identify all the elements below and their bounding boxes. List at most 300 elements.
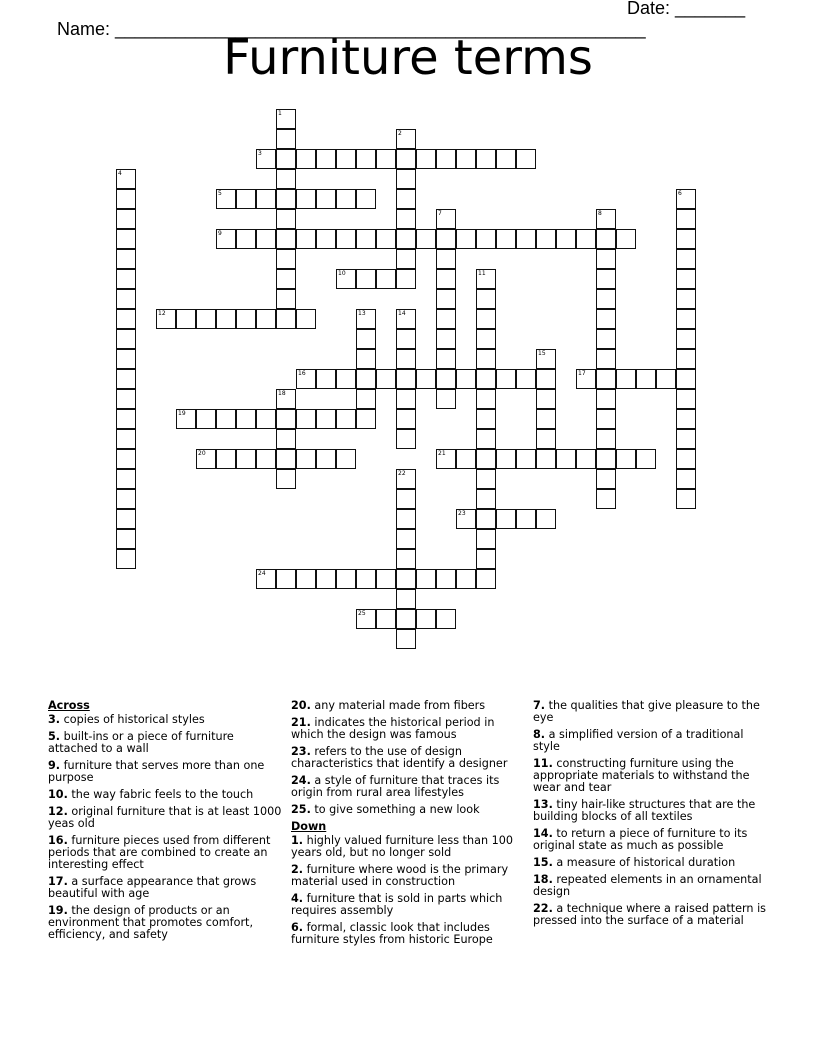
crossword-cell[interactable] xyxy=(496,449,516,469)
crossword-cell[interactable] xyxy=(216,229,236,249)
crossword-cell[interactable] xyxy=(236,189,256,209)
crossword-cell[interactable] xyxy=(396,529,416,549)
crossword-cell[interactable] xyxy=(396,489,416,509)
crossword-cell[interactable] xyxy=(596,429,616,449)
crossword-cell[interactable] xyxy=(436,329,456,349)
clue-down-15 xyxy=(533,857,768,869)
crossword-cell[interactable] xyxy=(276,469,296,489)
crossword-cell[interactable] xyxy=(536,409,556,429)
crossword-cell[interactable] xyxy=(396,209,416,229)
crossword-cell[interactable] xyxy=(336,569,356,589)
crossword-cell[interactable] xyxy=(296,449,316,469)
clue-text: furniture that serves more than one purpose xyxy=(48,759,265,784)
crossword-cell[interactable] xyxy=(676,309,696,329)
crossword-cell[interactable] xyxy=(116,209,136,229)
crossword-cell[interactable] xyxy=(436,369,456,389)
crossword-cell[interactable] xyxy=(376,569,396,589)
crossword-cell[interactable] xyxy=(676,449,696,469)
cell-number: 12 xyxy=(158,310,166,317)
clue-across-21 xyxy=(291,717,526,741)
clue-across-23 xyxy=(291,746,526,770)
crossword-cell[interactable] xyxy=(596,369,616,389)
crossword-cell[interactable] xyxy=(116,229,136,249)
cell-number: 13 xyxy=(358,310,366,317)
crossword-cell[interactable] xyxy=(216,189,236,209)
clue-text: to return a piece of furniture to its original state as much as possible xyxy=(533,827,748,852)
clue-number: 13. xyxy=(533,798,553,811)
crossword-cell[interactable] xyxy=(456,369,476,389)
crossword-cell[interactable] xyxy=(656,369,676,389)
clue-across-9 xyxy=(48,760,283,784)
crossword-cell[interactable] xyxy=(336,409,356,429)
crossword-cell[interactable] xyxy=(296,149,316,169)
crossword-cell[interactable] xyxy=(476,549,496,569)
crossword-cell[interactable] xyxy=(216,409,236,429)
clue-number: 3. xyxy=(48,713,61,726)
crossword-cell[interactable] xyxy=(276,249,296,269)
clue-down-2 xyxy=(291,864,526,888)
crossword-cell[interactable] xyxy=(376,149,396,169)
crossword-cell[interactable] xyxy=(436,249,456,269)
crossword-cell[interactable] xyxy=(356,389,376,409)
crossword-cell[interactable] xyxy=(236,449,256,469)
crossword-cell[interactable] xyxy=(596,469,616,489)
crossword-cell[interactable] xyxy=(236,409,256,429)
crossword-cell[interactable] xyxy=(316,409,336,429)
clue-number: 9. xyxy=(48,759,61,772)
cell-number: 22 xyxy=(398,470,406,477)
crossword-cell[interactable] xyxy=(396,609,416,629)
crossword-cell[interactable] xyxy=(396,589,416,609)
crossword-cell[interactable] xyxy=(356,369,376,389)
crossword-cell[interactable] xyxy=(396,229,416,249)
crossword-cell[interactable] xyxy=(416,609,436,629)
clue-number: 2. xyxy=(291,863,304,876)
crossword-cell[interactable] xyxy=(476,149,496,169)
crossword-cell[interactable] xyxy=(476,409,496,429)
crossword-cell[interactable] xyxy=(396,369,416,389)
clue-across-12 xyxy=(48,806,283,830)
crossword-cell[interactable] xyxy=(256,409,276,429)
crossword-cell[interactable] xyxy=(376,369,396,389)
crossword-cell[interactable] xyxy=(196,449,216,469)
crossword-cell[interactable] xyxy=(536,369,556,389)
crossword-cell[interactable] xyxy=(436,449,456,469)
crossword-cell[interactable] xyxy=(296,229,316,249)
crossword-cell[interactable] xyxy=(336,189,356,209)
crossword-cell[interactable] xyxy=(476,429,496,449)
crossword-cell[interactable] xyxy=(676,489,696,509)
crossword-cell[interactable] xyxy=(356,409,376,429)
crossword-cell[interactable] xyxy=(456,509,476,529)
crossword-cell[interactable] xyxy=(436,609,456,629)
crossword-cell[interactable] xyxy=(576,369,596,389)
crossword-cell[interactable] xyxy=(536,389,556,409)
clue-number: 17. xyxy=(48,875,68,888)
crossword-cell[interactable] xyxy=(436,209,456,229)
crossword-cell[interactable] xyxy=(476,449,496,469)
crossword-cell[interactable] xyxy=(276,169,296,189)
clue-text: to give something a new look xyxy=(314,803,480,816)
crossword-cell[interactable] xyxy=(516,149,536,169)
crossword-cell[interactable] xyxy=(516,369,536,389)
crossword-cell[interactable] xyxy=(116,509,136,529)
cell-number: 21 xyxy=(438,450,446,457)
crossword-cell[interactable] xyxy=(416,229,436,249)
crossword-cell[interactable] xyxy=(396,249,416,269)
clue-number: 16. xyxy=(48,834,68,847)
crossword-cell[interactable] xyxy=(256,229,276,249)
crossword-cell[interactable] xyxy=(276,429,296,449)
crossword-cell[interactable] xyxy=(116,429,136,449)
crossword-cell[interactable] xyxy=(356,609,376,629)
crossword-cell[interactable] xyxy=(356,309,376,329)
crossword-cell[interactable] xyxy=(116,549,136,569)
clue-number: 24. xyxy=(291,774,311,787)
clue-down-8 xyxy=(533,729,768,753)
clue-text: formal, classic look that includes furniture styles from historic Europe xyxy=(291,921,493,946)
crossword-cell[interactable] xyxy=(516,229,536,249)
crossword-cell[interactable] xyxy=(396,349,416,369)
crossword-cell[interactable] xyxy=(356,349,376,369)
crossword-cell[interactable] xyxy=(276,149,296,169)
crossword-cell[interactable] xyxy=(616,449,636,469)
crossword-cell[interactable] xyxy=(336,149,356,169)
cell-number: 6 xyxy=(678,190,682,197)
clue-number: 11. xyxy=(533,757,553,770)
crossword-cell[interactable] xyxy=(436,229,456,249)
crossword-cell[interactable] xyxy=(676,209,696,229)
crossword-cell[interactable] xyxy=(636,449,656,469)
crossword-cell[interactable] xyxy=(476,509,496,529)
clue-down-4 xyxy=(291,893,526,917)
clue-text: the design of products or an environment that promotes comfort, efficiency, and safety xyxy=(48,904,253,941)
crossword-cell[interactable] xyxy=(396,429,416,449)
crossword-cell[interactable] xyxy=(576,229,596,249)
crossword-cell[interactable] xyxy=(436,309,456,329)
crossword-cell[interactable] xyxy=(376,229,396,249)
clue-number: 18. xyxy=(533,873,553,886)
crossword-cell[interactable] xyxy=(676,249,696,269)
crossword-cell[interactable] xyxy=(476,309,496,329)
crossword-cell[interactable] xyxy=(276,309,296,329)
cell-number: 10 xyxy=(338,270,346,277)
crossword-cell[interactable] xyxy=(256,149,276,169)
crossword-cell[interactable] xyxy=(336,369,356,389)
cell-number: 8 xyxy=(598,210,602,217)
crossword-cell[interactable] xyxy=(596,309,616,329)
clue-text: the way fabric feels to the touch xyxy=(71,788,254,801)
crossword-cell[interactable] xyxy=(676,389,696,409)
crossword-cell[interactable] xyxy=(476,229,496,249)
clue-number: 19. xyxy=(48,904,68,917)
cell-number: 25 xyxy=(358,610,366,617)
crossword-cell[interactable] xyxy=(116,529,136,549)
cell-number: 9 xyxy=(218,230,222,237)
crossword-cell[interactable] xyxy=(116,389,136,409)
cell-number: 20 xyxy=(198,450,206,457)
crossword-cell[interactable] xyxy=(356,329,376,349)
crossword-cell[interactable] xyxy=(596,229,616,249)
crossword-cell[interactable] xyxy=(416,569,436,589)
crossword-cell[interactable] xyxy=(676,369,696,389)
crossword-cell[interactable] xyxy=(456,149,476,169)
crossword-cell[interactable] xyxy=(396,169,416,189)
across-heading: Across xyxy=(48,699,90,712)
crossword-cell[interactable] xyxy=(396,509,416,529)
clue-text: indicates the historical period in which the design was famous xyxy=(291,716,495,741)
clue-text: original furniture that is at least 1000 yeas old xyxy=(48,805,282,830)
crossword-cell[interactable] xyxy=(416,369,436,389)
crossword-cell[interactable] xyxy=(276,269,296,289)
crossword-cell[interactable] xyxy=(116,369,136,389)
clue-down-7 xyxy=(533,700,768,724)
crossword-cell[interactable] xyxy=(476,529,496,549)
crossword-cell[interactable] xyxy=(436,569,456,589)
crossword-cell[interactable] xyxy=(456,569,476,589)
crossword-cell[interactable] xyxy=(316,189,336,209)
crossword-cell[interactable] xyxy=(456,229,476,249)
crossword-cell[interactable] xyxy=(376,269,396,289)
crossword-cell[interactable] xyxy=(296,409,316,429)
crossword-cell[interactable] xyxy=(596,449,616,469)
crossword-cell[interactable] xyxy=(476,369,496,389)
crossword-cell[interactable] xyxy=(536,509,556,529)
crossword-cell[interactable] xyxy=(216,449,236,469)
crossword-cell[interactable] xyxy=(276,109,296,129)
crossword-cell[interactable] xyxy=(276,289,296,309)
crossword-cell[interactable] xyxy=(616,229,636,249)
cell-number: 3 xyxy=(258,150,262,157)
crossword-cell[interactable] xyxy=(676,349,696,369)
crossword-cell[interactable] xyxy=(536,349,556,369)
clue-across-24 xyxy=(291,775,526,799)
crossword-cell[interactable] xyxy=(276,389,296,409)
crossword-cell[interactable] xyxy=(116,449,136,469)
crossword-cell[interactable] xyxy=(596,209,616,229)
crossword-cell[interactable] xyxy=(216,309,236,329)
crossword-cell[interactable] xyxy=(596,409,616,429)
crossword-cell[interactable] xyxy=(396,629,416,649)
crossword-cell[interactable] xyxy=(596,329,616,349)
crossword-cell[interactable] xyxy=(596,289,616,309)
clue-number: 10. xyxy=(48,788,68,801)
clue-down-1 xyxy=(291,835,526,859)
crossword-cell[interactable] xyxy=(256,309,276,329)
crossword-cell[interactable] xyxy=(296,309,316,329)
crossword-cell[interactable] xyxy=(396,569,416,589)
crossword-cell[interactable] xyxy=(396,389,416,409)
cell-number: 5 xyxy=(218,190,222,197)
crossword-cell[interactable] xyxy=(676,229,696,249)
crossword-cell[interactable] xyxy=(116,309,136,329)
crossword-cell[interactable] xyxy=(476,349,496,369)
crossword-cell[interactable] xyxy=(276,209,296,229)
clue-across-19 xyxy=(48,905,283,941)
crossword-cell[interactable] xyxy=(396,269,416,289)
crossword-cell[interactable] xyxy=(536,449,556,469)
crossword-cell[interactable] xyxy=(116,249,136,269)
clue-down-22 xyxy=(533,903,768,927)
clue-text: constructing furniture using the appropriate materials to withstand the wear and tear xyxy=(533,757,750,794)
crossword-cell[interactable] xyxy=(416,149,436,169)
crossword-cell[interactable] xyxy=(676,429,696,449)
clue-across-3 xyxy=(48,714,283,726)
clue-number: 25. xyxy=(291,803,311,816)
crossword-cell[interactable] xyxy=(316,369,336,389)
crossword-cell[interactable] xyxy=(116,349,136,369)
crossword-cell[interactable] xyxy=(196,309,216,329)
crossword-cell[interactable] xyxy=(676,189,696,209)
crossword-cell[interactable] xyxy=(336,229,356,249)
crossword-cell[interactable] xyxy=(476,469,496,489)
clue-across-17 xyxy=(48,876,283,900)
crossword-cell[interactable] xyxy=(116,329,136,349)
crossword-cell[interactable] xyxy=(356,229,376,249)
crossword-cell[interactable] xyxy=(196,409,216,429)
cell-number: 24 xyxy=(258,570,266,577)
crossword-cell[interactable] xyxy=(276,449,296,469)
crossword-cell[interactable] xyxy=(496,149,516,169)
crossword-cell[interactable] xyxy=(476,489,496,509)
cell-number: 16 xyxy=(298,370,306,377)
crossword-cell[interactable] xyxy=(116,289,136,309)
crossword-cell[interactable] xyxy=(636,369,656,389)
page-title: Furniture terms xyxy=(223,30,593,86)
clue-number: 21. xyxy=(291,716,311,729)
crossword-cell[interactable] xyxy=(336,449,356,469)
cell-number: 2 xyxy=(398,130,402,137)
crossword-cell[interactable] xyxy=(116,469,136,489)
crossword-cell[interactable] xyxy=(356,569,376,589)
crossword-cell[interactable] xyxy=(116,269,136,289)
crossword-cell[interactable] xyxy=(396,549,416,569)
crossword-cell[interactable] xyxy=(256,569,276,589)
crossword-cell[interactable] xyxy=(516,509,536,529)
crossword-cell[interactable] xyxy=(276,409,296,429)
crossword-cell[interactable] xyxy=(456,449,476,469)
crossword-cell[interactable] xyxy=(436,269,456,289)
clue-number: 1. xyxy=(291,834,304,847)
crossword-cell[interactable] xyxy=(356,189,376,209)
crossword-cell[interactable] xyxy=(496,229,516,249)
clue-number: 4. xyxy=(291,892,304,905)
crossword-cell[interactable] xyxy=(516,449,536,469)
crossword-cell[interactable] xyxy=(316,569,336,589)
crossword-cell[interactable] xyxy=(396,189,416,209)
crossword-cell[interactable] xyxy=(496,369,516,389)
crossword-cell[interactable] xyxy=(256,189,276,209)
crossword-cell[interactable] xyxy=(176,309,196,329)
clue-down-14 xyxy=(533,828,768,852)
clue-text: built-ins or a piece of furniture attached to a wall xyxy=(48,730,234,755)
crossword-cell[interactable] xyxy=(176,409,196,429)
clue-across-16 xyxy=(48,835,283,871)
clue-down-13 xyxy=(533,799,768,823)
clue-number: 8. xyxy=(533,728,546,741)
crossword-cell[interactable] xyxy=(476,269,496,289)
crossword-cell[interactable] xyxy=(436,289,456,309)
crossword-cell[interactable] xyxy=(476,329,496,349)
crossword-cell[interactable] xyxy=(476,389,496,409)
clue-text: furniture that is sold in parts which requires assembly xyxy=(291,892,503,917)
crossword-cell[interactable] xyxy=(396,329,416,349)
crossword-cell[interactable] xyxy=(396,409,416,429)
crossword-cell[interactable] xyxy=(336,269,356,289)
crossword-cell[interactable] xyxy=(236,229,256,249)
name-field-label: Name: _____________________________________________________ xyxy=(57,19,646,39)
clue-text: a technique where a raised pattern is pressed into the surface of a material xyxy=(533,902,767,927)
crossword-cell[interactable] xyxy=(556,229,576,249)
crossword-cell[interactable] xyxy=(596,249,616,269)
crossword-cell[interactable] xyxy=(356,269,376,289)
crossword-cell[interactable] xyxy=(316,149,336,169)
crossword-cell[interactable] xyxy=(396,149,416,169)
crossword-cell[interactable] xyxy=(536,229,556,249)
crossword-cell[interactable] xyxy=(596,349,616,369)
crossword-cell[interactable] xyxy=(596,389,616,409)
crossword-cell[interactable] xyxy=(116,189,136,209)
crossword-cell[interactable] xyxy=(316,229,336,249)
crossword-cell[interactable] xyxy=(396,129,416,149)
crossword-cell[interactable] xyxy=(676,269,696,289)
crossword-cell[interactable] xyxy=(296,189,316,209)
crossword-cell[interactable] xyxy=(116,409,136,429)
crossword-cell[interactable] xyxy=(676,329,696,349)
clue-down-6 xyxy=(291,922,526,946)
clues-column-1 xyxy=(48,700,283,946)
crossword-cell[interactable] xyxy=(276,229,296,249)
crossword-cell[interactable] xyxy=(276,569,296,589)
crossword-cell[interactable] xyxy=(476,569,496,589)
crossword-cell[interactable] xyxy=(396,469,416,489)
crossword-cell[interactable] xyxy=(596,269,616,289)
clue-across-25 xyxy=(291,804,526,816)
crossword-cell[interactable] xyxy=(436,349,456,369)
crossword-cell[interactable] xyxy=(116,489,136,509)
crossword-cell[interactable] xyxy=(576,449,596,469)
clue-text: the qualities that give pleasure to the eye xyxy=(533,699,760,724)
clue-text: tiny hair-like structures that are the building blocks of all textiles xyxy=(533,798,756,823)
cell-number: 1 xyxy=(278,110,282,117)
crossword-cell[interactable] xyxy=(236,309,256,329)
crossword-cell[interactable] xyxy=(556,449,576,469)
crossword-cell[interactable] xyxy=(436,389,456,409)
crossword-cell[interactable] xyxy=(676,409,696,429)
cell-number: 15 xyxy=(538,350,546,357)
crossword-cell[interactable] xyxy=(396,309,416,329)
crossword-cell[interactable] xyxy=(296,369,316,389)
crossword-cell[interactable] xyxy=(676,469,696,489)
crossword-cell[interactable] xyxy=(276,129,296,149)
crossword-cell[interactable] xyxy=(376,609,396,629)
crossword-cell[interactable] xyxy=(356,149,376,169)
crossword-cell[interactable] xyxy=(256,449,276,469)
clue-text: furniture pieces used from different periods that are combined to create an interesting effect xyxy=(48,834,271,871)
crossword-cell[interactable] xyxy=(616,369,636,389)
crossword-cell[interactable] xyxy=(496,509,516,529)
crossword-cell[interactable] xyxy=(276,189,296,209)
crossword-cell[interactable] xyxy=(536,429,556,449)
crossword-cell[interactable] xyxy=(116,169,136,189)
crossword-cell[interactable] xyxy=(676,289,696,309)
crossword-cell[interactable] xyxy=(476,289,496,309)
crossword-cell[interactable] xyxy=(156,309,176,329)
crossword-cell[interactable] xyxy=(596,489,616,509)
crossword-cell[interactable] xyxy=(296,569,316,589)
crossword-cell[interactable] xyxy=(436,149,456,169)
crossword-cell[interactable] xyxy=(316,449,336,469)
